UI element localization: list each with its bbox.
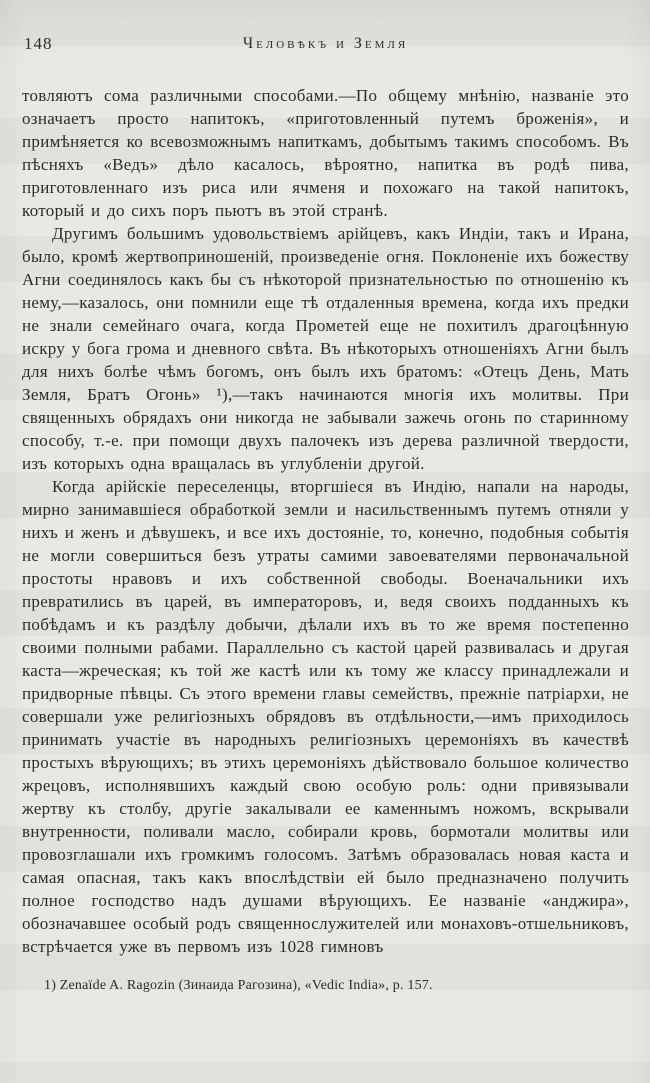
running-title: Человѣкъ и Земля — [242, 35, 409, 52]
footnote — [22, 976, 629, 995]
body-text — [22, 84, 629, 958]
page-header — [22, 34, 629, 60]
paragraph-continuation: товляютъ сома различными способами.—По общему мнѣнію, названіе это означаетъ просто напитокъ, «приготовленный путемъ броженія», и примѣняется ко всевозможнымъ напиткамъ, добытымъ такимъ способомъ. Въ пѣсняхъ «Ведъ» дѣло касалось, вѣроятно, напитка въ родѣ пива, приготовленнаго изъ риса или ячменя и похожаго на такой напитокъ, который и до сихъ поръ пьютъ въ этой странѣ. — [22, 86, 629, 220]
paragraph: Когда арійскіе переселенцы, вторгшіеся въ Индію, напали на народы, мирно занимавшіеся обработкой земли и насильственнымъ путемъ отняли у нихъ и женъ и дѣвушекъ, и все ихъ достояніе, то, конечно, подобныя событія не могли совершиться безъ утраты самими завоевателями первоначальной простоты нравовъ и ихъ собственной свободы. Военачальники ихъ превратились въ царей, въ императоровъ, и, ведя своихъ подданныхъ къ побѣдамъ и къ раздѣлу добычи, дѣлали ихъ въ то же время постепенно своими полными рабами. Параллельно съ кастой царей развивалась и другая каста—жреческая; къ той же кастѣ или къ тому же классу принадлежали и придворные пѣвцы. Съ этого времени главы семействъ, прежніе патріархи, не совершали уже религіозныхъ обрядовъ въ отдѣльности,—имъ приходилось принимать участіе въ народныхъ религіозныхъ церемоніяхъ въ качествѣ простыхъ вѣрующихъ; въ этихъ церемоніяхъ дѣйствовало большое количество жрецовъ, исполнявшихъ каждый свою особую роль: одни привязывали жертву къ столбу, другіе закалывали ее каменнымъ ножомъ, вскрывали внутренности, поливали масло, собирали кровь, бормотали молитвы или провозглашали ихъ громкимъ голосомъ. Затѣмъ образовалась новая каста и самая опасная, такъ какъ впослѣдствіи ей было предназначено получить полное господство надъ душами вѣрующихъ. Ее названіе «анджира», обозначавшее особый родъ священнослужителей или монаховъ-отшельниковъ, встрѣчается уже въ первомъ изъ 1028 гимновъ — [22, 477, 629, 956]
page-number: 148 — [24, 34, 53, 53]
footnote-text: 1) Zenaïde A. Ragozin (Зинаида Рагозина), «Vedic India», p. 157. — [44, 978, 433, 993]
paragraph: Другимъ большимъ удовольствіемъ арійцевъ, какъ Индіи, такъ и Ирана, было, кромѣ жертвоприношеній, произведеніе огня. Поклоненіе ихъ божеству Агни соединялось какъ бы съ нѣкоторой признательностью по отношенію къ нему,—казалось, они помнили еще тѣ отдаленныя времена, когда ихъ предки не знали семейнаго очага, когда Прометей еще не похитилъ драгоцѣнную искру у бога грома и дневного свѣта. Въ нѣкоторыхъ отношеніяхъ Агни былъ для нихъ болѣе чѣмъ богомъ, онъ былъ ихъ братомъ: «Отецъ День, Мать Земля, Братъ Огонь» ¹),—такъ начинаются многія ихъ молитвы. При священныхъ обрядахъ они никогда не забывали зажечь огонь по старинному способу, т.-е. при помощи двухъ палочекъ изъ дерева различной твердости, изъ которыхъ одна вращалась въ углубленіи другой. — [22, 224, 629, 473]
